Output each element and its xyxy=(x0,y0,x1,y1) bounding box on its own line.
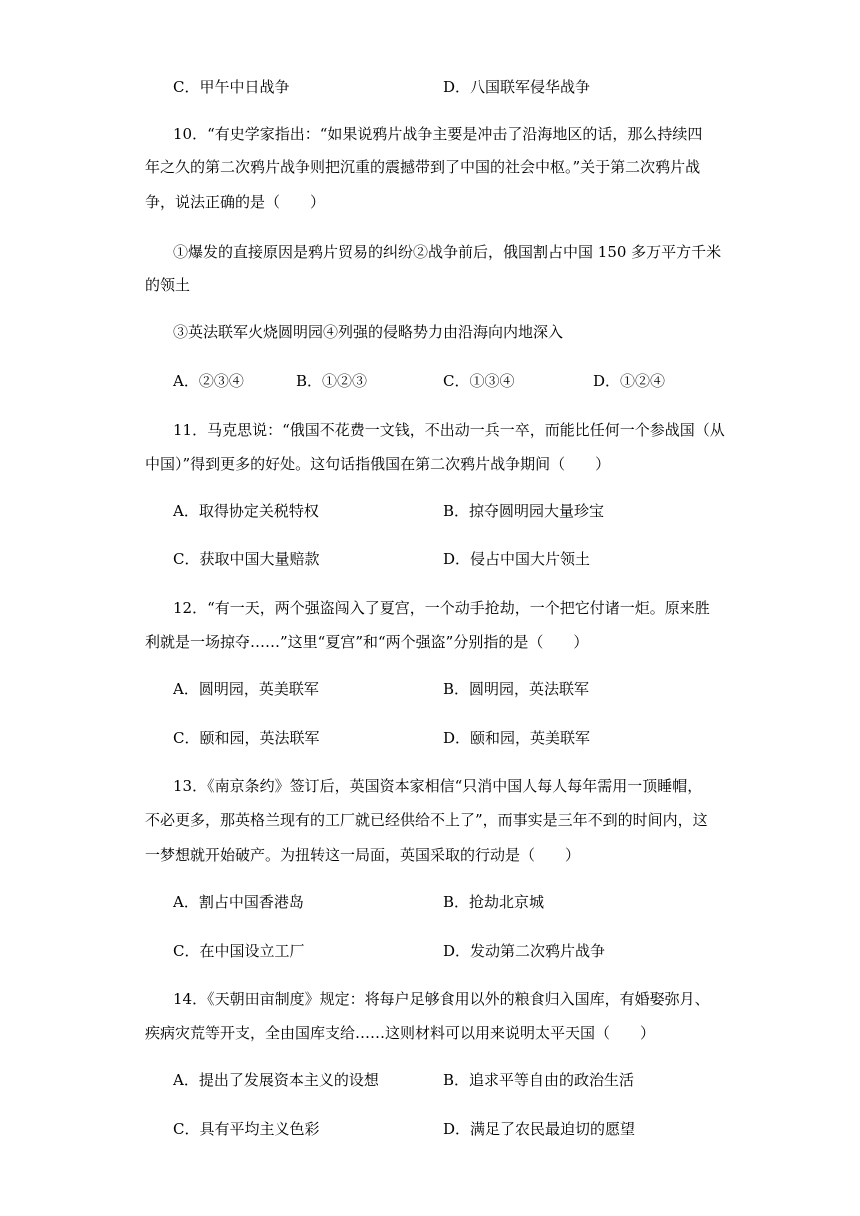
q14-stem-line-1: 14．《天朝田亩制度》规定：将每户足够食用以外的粮食归入国库，有婚娶弥月、 xyxy=(173,990,710,1008)
q12-stem-line-2: 利就是一场掠夺……”这里“夏宫”和“两个强盗”分别指的是（ ） xyxy=(145,633,589,651)
q10-option-b: B．①②③ xyxy=(296,372,368,390)
q11-options-row-2 xyxy=(173,548,733,570)
q12-option-a: A．圆明园，英美联军 xyxy=(173,680,319,698)
q10-stem-line-3: 争，说法正确的是（ ） xyxy=(145,193,326,211)
q10-option-a: A．②③④ xyxy=(173,372,244,390)
q12-stem-line-1: 12．“有一天，两个强盗闯入了夏宫，一个动手抢劫，一个把它付诸一炬。原来胜 xyxy=(173,599,710,617)
q11-stem-line-2: 中国）”得到更多的好处。这句话指俄国在第二次鸦片战争期间（ ） xyxy=(145,455,611,473)
q13-option-a: A．割占中国香港岛 xyxy=(173,893,304,911)
q10-statement-line-3: ③英法联军火烧圆明园④列强的侵略势力由沿海向内地深入 xyxy=(173,323,564,341)
q10-statement-line-1: ①爆发的直接原因是鸦片贸易的纠纷②战争前后，俄国割占中国 150 多万平方千米 xyxy=(173,243,722,261)
q13-stem-line-3: 一梦想就开始破产。为扭转这一局面，英国采取的行动是（ ） xyxy=(145,846,581,864)
q13-option-c: C．在中国设立工厂 xyxy=(173,942,305,960)
q13-stem-line-2: 不必更多，那英格兰现有的工厂就已经供给不上了”，而事实是三年不到的时间内，这 xyxy=(145,811,708,829)
q10-statement-line-2: 的领土 xyxy=(145,276,191,294)
q10-option-d: D．①②④ xyxy=(593,372,666,390)
q14-options-row-1 xyxy=(173,1069,733,1091)
q10-option-c: C．①③④ xyxy=(443,372,515,390)
q13-option-b: B．抢劫北京城 xyxy=(443,893,545,911)
q11-stem-line-1: 11．马克思说：“俄国不花费一文钱，不出动一兵一卒，而能比任何一个参战国（从 xyxy=(173,421,725,439)
q13-option-d: D．发动第二次鸦片战争 xyxy=(443,942,606,960)
q14-option-c: C．具有平均主义色彩 xyxy=(173,1120,320,1138)
q12-options-row-2 xyxy=(173,727,733,749)
q12-option-c: C．颐和园，英法联军 xyxy=(173,729,320,747)
q10-stem-line-1: 10．“有史学家指出：“如果说鸦片战争主要是冲击了沿海地区的话，那么持续四 xyxy=(173,125,703,143)
q13-stem-line-1: 13．《南京条约》签订后，英国资本家相信“只消中国人每人每年需用一顶睡帽， xyxy=(173,777,703,795)
q9-option-c: C．甲午中日战争 xyxy=(173,78,290,96)
q11-option-a: A．取得协定关税特权 xyxy=(173,502,319,520)
q14-options-row-2 xyxy=(173,1118,733,1140)
q10-options-row xyxy=(173,370,733,392)
q12-option-b: B．圆明园，英法联军 xyxy=(443,680,590,698)
q11-options-row-1 xyxy=(173,500,733,522)
q13-options-row-1 xyxy=(173,891,733,913)
q10-stem-line-2: 年之久的第二次鸦片战争则把沉重的震撼带到了中国的社会中枢。”关于第二次鸦片战 xyxy=(145,158,701,176)
q11-option-d: D．侵占中国大片领土 xyxy=(443,550,591,568)
q14-option-b: B．追求平等自由的政治生活 xyxy=(443,1071,635,1089)
q14-option-a: A．提出了发展资本主义的设想 xyxy=(173,1071,379,1089)
q11-option-c: C．获取中国大量赔款 xyxy=(173,550,320,568)
q9-options-row-2 xyxy=(173,76,733,98)
q14-stem-line-2: 疾病灾荒等开支，全由国库支给……这则材料可以用来说明太平天国（ ） xyxy=(145,1024,656,1042)
q12-options-row-1 xyxy=(173,678,733,700)
q14-option-d: D．满足了农民最迫切的愿望 xyxy=(443,1120,636,1138)
q12-option-d: D．颐和园，英美联军 xyxy=(443,729,591,747)
q11-option-b: B．掠夺圆明园大量珍宝 xyxy=(443,502,605,520)
q13-options-row-2 xyxy=(173,940,733,962)
q9-option-d: D．八国联军侵华战争 xyxy=(443,78,591,96)
